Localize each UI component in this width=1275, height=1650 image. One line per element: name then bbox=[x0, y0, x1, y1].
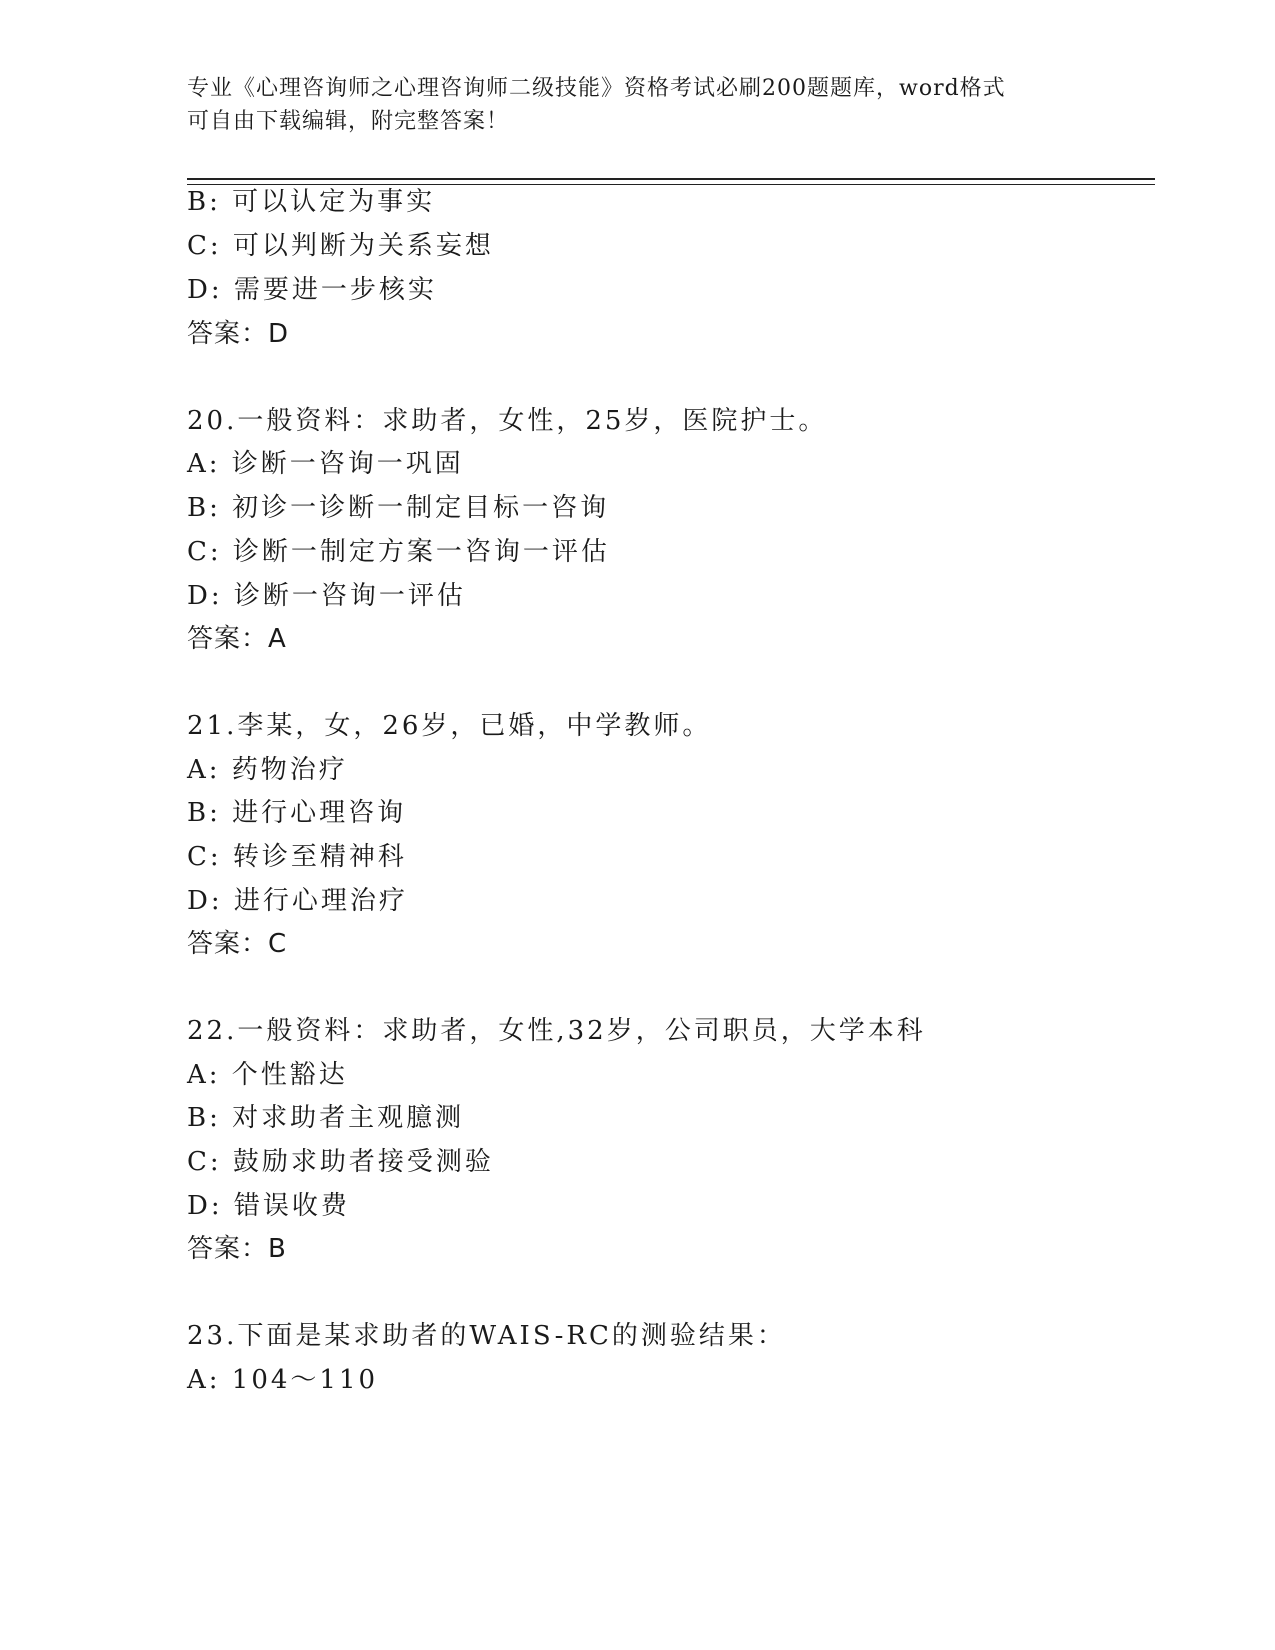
question-23-stem: 23.下面是某求助者的WAIS-RC的测验结果： bbox=[187, 1321, 786, 1351]
question-21-option-b: B: 进行心理咨询 bbox=[187, 798, 407, 828]
prev-answer: 答案：D bbox=[187, 319, 290, 349]
question-21-option-c: C: 转诊至精神科 bbox=[187, 842, 407, 872]
question-20-stem: 20.一般资料：求助者，女性，25岁，医院护士。 bbox=[187, 406, 828, 436]
question-20-option-c: C: 诊断一制定方案一咨询一评估 bbox=[187, 537, 610, 567]
document-header bbox=[187, 72, 1087, 138]
question-22-option-d: D: 错误收费 bbox=[187, 1191, 350, 1221]
question-21-option-d: D: 进行心理治疗 bbox=[187, 886, 408, 916]
question-21-option-a: A: 药物治疗 bbox=[187, 755, 348, 785]
question-22-stem: 22.一般资料：求助者，女性,32岁，公司职员，大学本科 bbox=[187, 1016, 926, 1046]
question-21-stem: 21.李某，女，26岁，已婚，中学教师。 bbox=[187, 711, 712, 741]
prev-option-d: D: 需要进一步核实 bbox=[187, 275, 437, 305]
header-line-2: 可自由下载编辑，附完整答案！ bbox=[187, 109, 510, 134]
prev-option-c: C: 可以判断为关系妄想 bbox=[187, 231, 494, 261]
question-22-option-a: A: 个性豁达 bbox=[187, 1060, 348, 1090]
question-21-answer: 答案：C bbox=[187, 929, 288, 959]
question-22-answer: 答案：B bbox=[187, 1234, 287, 1264]
prev-option-b: B: 可以认定为事实 bbox=[187, 187, 436, 217]
question-22-option-b: B: 对求助者主观臆测 bbox=[187, 1103, 465, 1133]
question-23-option-a: A: 104～110 bbox=[187, 1365, 379, 1395]
question-20-option-b: B: 初诊一诊断一制定目标一咨询 bbox=[187, 493, 610, 523]
header-rule-thick bbox=[187, 178, 1155, 180]
header-line-1: 专业《心理咨询师之心理咨询师二级技能》资格考试必刷200题题库，word格式 bbox=[187, 76, 1006, 101]
question-20-option-d: D: 诊断一咨询一评估 bbox=[187, 581, 466, 611]
question-22-option-c: C: 鼓励求助者接受测验 bbox=[187, 1147, 494, 1177]
question-20-option-a: A: 诊断一咨询一巩固 bbox=[187, 449, 464, 479]
question-20-answer: 答案：A bbox=[187, 624, 287, 654]
